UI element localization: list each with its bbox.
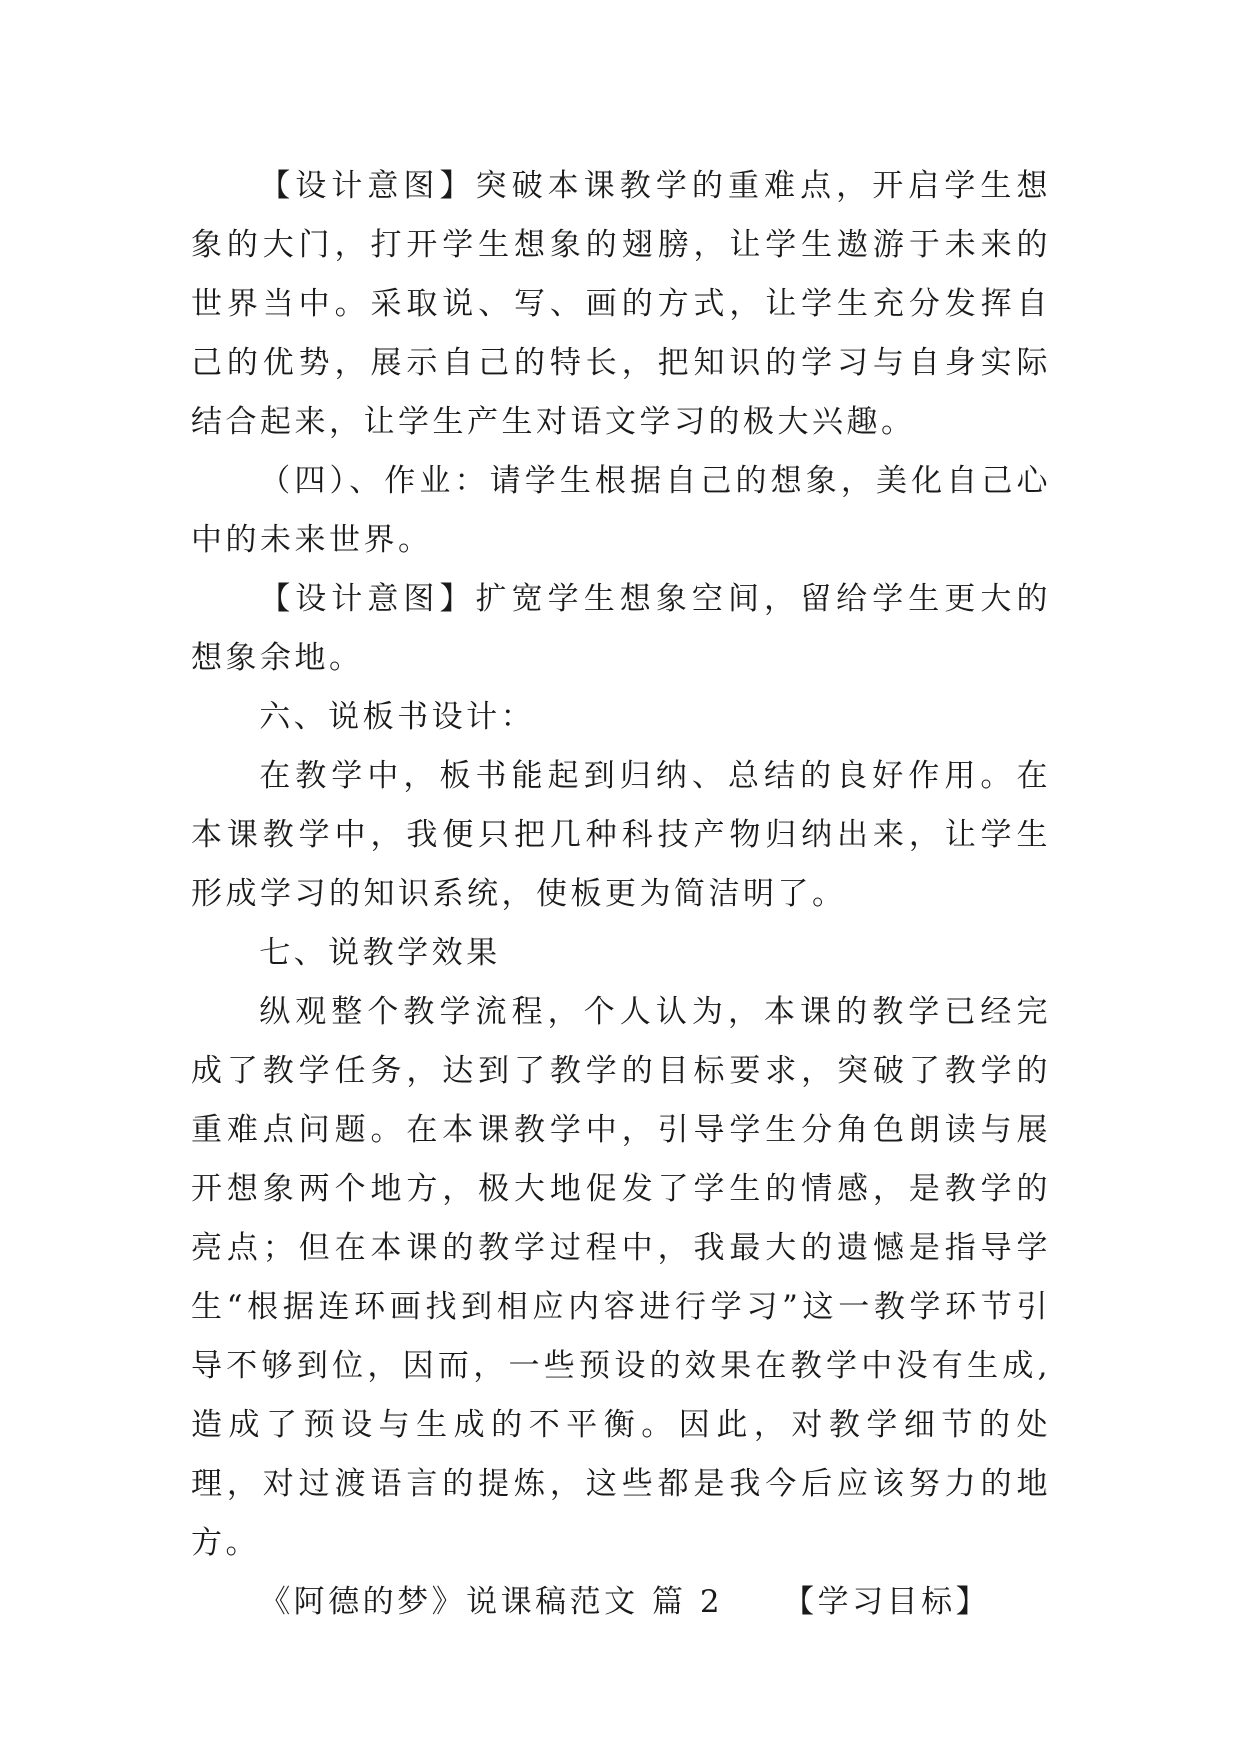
section-heading-board-design: 六、说板书设计： bbox=[259, 699, 536, 735]
paragraph-homework: （四）、作业：请学生根据自己的想象，美化自己心中的未来世界。 bbox=[191, 463, 1051, 558]
learning-objectives-heading: 【学习目标】 bbox=[783, 1584, 991, 1620]
paragraph-design-intent-2: 【设计意图】扩宽学生想象空间，留给学生更大的想象余地。 bbox=[191, 581, 1051, 676]
paragraph-teaching-effect: 纵观整个教学流程，个人认为，本课的教学已经完成了教学任务，达到了教学的目标要求，突破了教学的重难点问题。在本课教学中，引导学生分角色朗读与展开想象两个地方，极大地促发了学生的情感，是教学的亮点；但在本课的教学过程中，我最大的遗憾是指导学生“根据连环画找到相应内容进行学习”这一教学环节引导不够到位，因而，一些预设的效果在教学中没有生成,造成了预设与生成的不平衡。因此，对教学细节的处理，对过渡语言的提炼，这些都是我今后应该努力的地方。 bbox=[191, 994, 1051, 1561]
article-title-line bbox=[191, 1573, 1051, 1632]
paragraph-design-intent-1: 【设计意图】突破本课教学的重难点，开启学生想象的大门，打开学生想象的翅膀，让学生遨游于未来的世界当中。采取说、写、画的方式，让学生充分发挥自己的优势，展示自己的特长，把知识的学习与自身实际结合起来，让学生产生对语文学习的极大兴趣。 bbox=[191, 168, 1051, 440]
article-part-label: 篇 2 bbox=[652, 1584, 724, 1620]
paragraph-board-design: 在教学中，板书能起到归纳、总结的良好作用。在本课教学中，我便只把几种科技产物归纳出来，让学生形成学习的知识系统，使板更为简洁明了。 bbox=[191, 758, 1051, 912]
section-heading-teaching-effect: 七、说教学效果 bbox=[259, 935, 501, 971]
document-body bbox=[191, 157, 1051, 1632]
article-title: 《阿德的梦》说课稿范文 bbox=[259, 1584, 639, 1620]
